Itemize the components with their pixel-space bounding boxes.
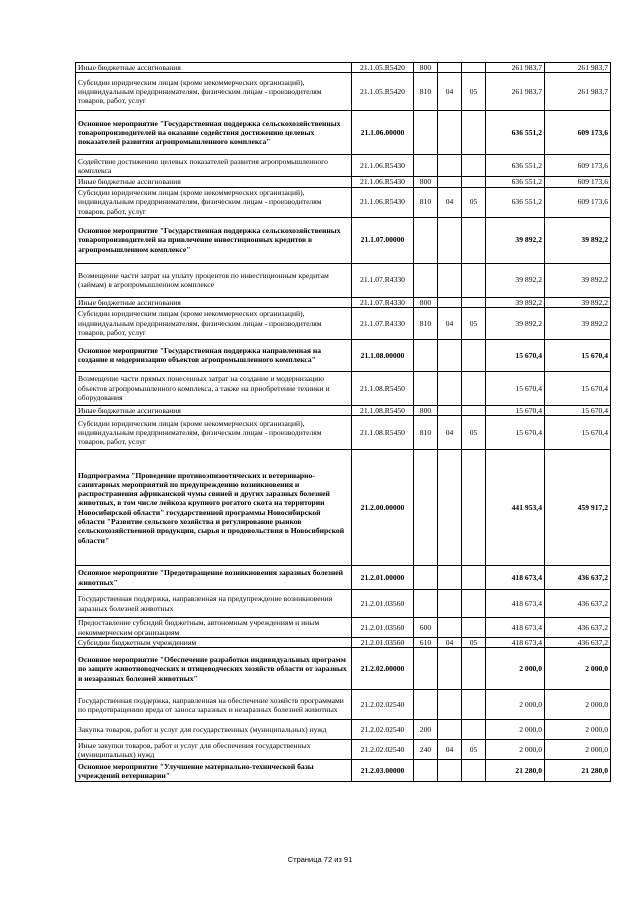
- row-expense-type: 810: [414, 187, 438, 217]
- row-name: Основное мероприятие "Обеспечение разработки индивидуальных программ по защите животноводческих и птицеводческих хозяйств области от заразных и незаразных болезней животных": [76, 648, 352, 690]
- row-value-year2: 2 000,0: [545, 648, 611, 690]
- row-value-year1: 261 983,7: [486, 73, 545, 111]
- row-name: Субсидии юридическим лицам (кроме некоммерческих организаций), индивидуальным предпринимателям, физическим лицам - производителям товаров, работ, услуг: [76, 307, 352, 339]
- row-value-year1: 39 892,2: [486, 217, 545, 263]
- table-row: [76, 566, 611, 590]
- row-name: Основное мероприятие "Государственная поддержка направленная на создание и модернизацию объектов агропромышленного комплекса": [76, 339, 352, 371]
- row-value-year1: 418 673,4: [486, 566, 545, 590]
- row-name: Основное мероприятие "Предотвращение возникновения заразных болезней животных": [76, 566, 352, 590]
- row-value-year1: 418 673,4: [486, 618, 545, 638]
- row-name: Основное мероприятие "Улучшение материально-технической базы учреждений ветеринарии": [76, 760, 352, 782]
- row-subsection: [462, 263, 486, 297]
- row-subsection: [462, 648, 486, 690]
- row-section: [438, 450, 462, 566]
- row-value-year2: 15 670,4: [545, 339, 611, 371]
- row-expense-type: 810: [414, 416, 438, 450]
- row-section: [438, 690, 462, 720]
- row-value-year1: 39 892,2: [486, 263, 545, 297]
- table-body: [76, 63, 611, 782]
- row-expense-type: [414, 155, 438, 177]
- row-value-year2: 39 892,2: [545, 217, 611, 263]
- row-subsection: [462, 720, 486, 740]
- row-value-year2: 39 892,2: [545, 307, 611, 339]
- row-value-year2: 436 637,2: [545, 566, 611, 590]
- row-value-year1: 636 551,2: [486, 155, 545, 177]
- row-code: 21.1.05.R5420: [352, 63, 414, 73]
- row-expense-type: [414, 590, 438, 618]
- row-code: 21.2.00.00000: [352, 450, 414, 566]
- row-name: Субсидии бюджетным учреждениям: [76, 638, 352, 648]
- row-code: 21.1.07.00000: [352, 217, 414, 263]
- row-subsection: [462, 590, 486, 618]
- row-expense-type: [414, 690, 438, 720]
- row-subsection: [462, 690, 486, 720]
- row-value-year1: 21 280,0: [486, 760, 545, 782]
- row-expense-type: [414, 566, 438, 590]
- row-code: 21.1.08.R5450: [352, 416, 414, 450]
- row-section: 04: [438, 416, 462, 450]
- row-value-year1: 636 551,2: [486, 177, 545, 187]
- table-row: [76, 155, 611, 177]
- row-code: 21.1.06.00000: [352, 111, 414, 155]
- row-name: Возмещение части прямых понесенных затрат на создание и модернизацию объектов агропромышленного комплекса, а также на приобретение техники и оборудования: [76, 371, 352, 405]
- row-expense-type: [414, 217, 438, 263]
- row-code: 21.1.06.R5430: [352, 177, 414, 187]
- table-row: [76, 111, 611, 155]
- row-value-year2: 459 917,2: [545, 450, 611, 566]
- row-value-year1: 15 670,4: [486, 371, 545, 405]
- row-value-year2: 609 173,6: [545, 177, 611, 187]
- row-value-year1: 39 892,2: [486, 307, 545, 339]
- row-subsection: 05: [462, 740, 486, 760]
- row-subsection: [462, 339, 486, 371]
- row-expense-type: [414, 263, 438, 297]
- row-value-year1: 39 892,2: [486, 297, 545, 307]
- budget-table: [75, 62, 611, 782]
- row-name: Иные бюджетные ассигнования: [76, 405, 352, 415]
- table-row: [76, 307, 611, 339]
- row-section: 04: [438, 73, 462, 111]
- row-value-year2: 609 173,6: [545, 111, 611, 155]
- row-value-year1: 261 983,7: [486, 63, 545, 73]
- row-section: [438, 263, 462, 297]
- row-value-year2: 21 280,0: [545, 760, 611, 782]
- row-value-year2: 261 983,7: [545, 63, 611, 73]
- row-subsection: [462, 566, 486, 590]
- row-value-year1: 2 000,0: [486, 740, 545, 760]
- row-expense-type: 800: [414, 297, 438, 307]
- row-name: Содействие достижению целевых показателей развития агропромышленного комплекса: [76, 155, 352, 177]
- row-section: 04: [438, 187, 462, 217]
- row-name: Предоставление субсидий бюджетным, автономным учреждениям и иным некоммерческим организациям: [76, 618, 352, 638]
- row-value-year1: 636 551,2: [486, 187, 545, 217]
- row-expense-type: 800: [414, 63, 438, 73]
- row-section: [438, 405, 462, 415]
- row-subsection: 05: [462, 638, 486, 648]
- row-name: Субсидии юридическим лицам (кроме некоммерческих организаций), индивидуальным предпринимателям, физическим лицам - производителям товаров, работ, услуг: [76, 187, 352, 217]
- row-name: Иные бюджетные ассигнования: [76, 177, 352, 187]
- row-value-year1: 418 673,4: [486, 638, 545, 648]
- table-row: [76, 590, 611, 618]
- row-subsection: [462, 405, 486, 415]
- row-name: Государственная поддержка, направленная на обеспечение хозяйств программами по предотвращению вреда от заноса заразных и незаразных болезней животных: [76, 690, 352, 720]
- row-code: 21.2.02.00000: [352, 648, 414, 690]
- row-value-year2: 609 173,6: [545, 187, 611, 217]
- row-value-year1: 2 000,0: [486, 690, 545, 720]
- row-code: 21.1.08.00000: [352, 339, 414, 371]
- table-row: [76, 339, 611, 371]
- row-value-year1: 636 551,2: [486, 111, 545, 155]
- row-value-year2: 15 670,4: [545, 405, 611, 415]
- row-value-year1: 441 953,4: [486, 450, 545, 566]
- row-section: [438, 371, 462, 405]
- row-value-year1: 2 000,0: [486, 648, 545, 690]
- row-subsection: [462, 177, 486, 187]
- table-row: [76, 63, 611, 73]
- row-code: 21.1.06.R5430: [352, 155, 414, 177]
- row-value-year2: 261 983,7: [545, 73, 611, 111]
- row-code: 21.2.02.02540: [352, 740, 414, 760]
- row-value-year2: 39 892,2: [545, 263, 611, 297]
- row-value-year2: 15 670,4: [545, 371, 611, 405]
- row-name: Закупка товаров, работ и услуг для государственных (муниципальных) нужд: [76, 720, 352, 740]
- row-subsection: [462, 155, 486, 177]
- row-value-year1: 15 670,4: [486, 405, 545, 415]
- row-name: Иные бюджетные ассигнования: [76, 63, 352, 73]
- row-subsection: [462, 371, 486, 405]
- row-name: Государственная поддержка, направленная на предупреждение возникновения заразных болезней животных: [76, 590, 352, 618]
- row-subsection: 05: [462, 187, 486, 217]
- table-row: [76, 648, 611, 690]
- row-section: [438, 217, 462, 263]
- row-section: [438, 111, 462, 155]
- row-section: [438, 177, 462, 187]
- row-value-year2: 436 637,2: [545, 638, 611, 648]
- table-row: [76, 638, 611, 648]
- row-code: 21.1.08.R5450: [352, 405, 414, 415]
- row-subsection: [462, 450, 486, 566]
- row-code: 21.1.07.R4330: [352, 263, 414, 297]
- row-section: 04: [438, 307, 462, 339]
- row-name: Основное мероприятие "Государственная поддержка сельскохозяйственных товаропроизводителей на оказание содействия достижению целевых показателей развития агропромышленного комплекса": [76, 111, 352, 155]
- row-name: Основное мероприятие "Государственная поддержка сельскохозяйственных товаропроизводителей на привлечение инвестиционных кредитов в агропромышленном комплексе": [76, 217, 352, 263]
- row-expense-type: 800: [414, 177, 438, 187]
- row-expense-type: 810: [414, 307, 438, 339]
- row-code: 21.1.08.R5450: [352, 371, 414, 405]
- row-section: [438, 63, 462, 73]
- row-section: 04: [438, 740, 462, 760]
- row-section: [438, 566, 462, 590]
- row-section: [438, 339, 462, 371]
- table-row: [76, 760, 611, 782]
- row-subsection: 05: [462, 73, 486, 111]
- row-expense-type: [414, 371, 438, 405]
- table-row: [76, 740, 611, 760]
- row-code: 21.2.03.00000: [352, 760, 414, 782]
- table-row: [76, 297, 611, 307]
- row-section: [438, 590, 462, 618]
- row-value-year2: 2 000,0: [545, 740, 611, 760]
- table-row: [76, 371, 611, 405]
- row-expense-type: 200: [414, 720, 438, 740]
- row-expense-type: [414, 648, 438, 690]
- table-row: [76, 263, 611, 297]
- row-expense-type: [414, 760, 438, 782]
- row-expense-type: 610: [414, 638, 438, 648]
- row-subsection: [462, 111, 486, 155]
- row-expense-type: 810: [414, 73, 438, 111]
- table-row: [76, 720, 611, 740]
- row-code: 21.1.07.R4330: [352, 297, 414, 307]
- table-row: [76, 187, 611, 217]
- row-value-year2: 436 637,2: [545, 618, 611, 638]
- row-subsection: [462, 618, 486, 638]
- row-code: 21.2.02.02540: [352, 720, 414, 740]
- row-name: Подпрограмма "Проведение противоэпизоотических и ветеринарно-санитарных мероприятий по предупреждению возникновения и распространения африканской чумы свиней и других заразных болезней животных, в том числе лейкоза крупного рогатого скота на территории Новосибирской области" государственной программы Новосибирской области "Развитие сельского хозяйства и регулирование рынков сельскохозяйственной продукции, сырья и продовольствия в Новосибирской области": [76, 450, 352, 566]
- row-expense-type: 240: [414, 740, 438, 760]
- row-subsection: [462, 63, 486, 73]
- row-expense-type: 600: [414, 618, 438, 638]
- row-code: 21.2.01.03560: [352, 618, 414, 638]
- row-name: Возмещение части затрат на уплату процентов по инвестиционным кредитам (займам) в агропромышленном комплексе: [76, 263, 352, 297]
- page-footer: Страница 72 из 91: [287, 855, 353, 864]
- row-code: 21.2.01.03560: [352, 590, 414, 618]
- row-subsection: [462, 297, 486, 307]
- row-value-year1: 418 673,4: [486, 590, 545, 618]
- row-code: 21.1.07.R4330: [352, 307, 414, 339]
- row-code: 21.2.01.03560: [352, 638, 414, 648]
- row-expense-type: [414, 450, 438, 566]
- row-value-year2: 39 892,2: [545, 297, 611, 307]
- row-section: 04: [438, 638, 462, 648]
- table-row: [76, 450, 611, 566]
- row-code: 21.1.06.R5430: [352, 187, 414, 217]
- row-value-year2: 609 173,6: [545, 155, 611, 177]
- row-name: Субсидии юридическим лицам (кроме некоммерческих организаций), индивидуальным предпринимателям, физическим лицам - производителям товаров, работ, услуг: [76, 416, 352, 450]
- row-subsection: [462, 760, 486, 782]
- row-expense-type: [414, 339, 438, 371]
- row-expense-type: 800: [414, 405, 438, 415]
- row-subsection: [462, 217, 486, 263]
- row-name: Субсидии юридическим лицам (кроме некоммерческих организаций), индивидуальным предпринимателям, физическим лицам - производителям товаров, работ, услуг: [76, 73, 352, 111]
- row-section: [438, 155, 462, 177]
- row-value-year1: 2 000,0: [486, 720, 545, 740]
- row-section: [438, 297, 462, 307]
- row-section: [438, 760, 462, 782]
- row-subsection: 05: [462, 416, 486, 450]
- row-subsection: 05: [462, 307, 486, 339]
- row-code: 21.2.02.02540: [352, 690, 414, 720]
- row-value-year2: 2 000,0: [545, 690, 611, 720]
- table-row: [76, 217, 611, 263]
- row-section: [438, 648, 462, 690]
- table-row: [76, 73, 611, 111]
- table-row: [76, 690, 611, 720]
- row-section: [438, 618, 462, 638]
- table-row: [76, 416, 611, 450]
- row-code: 21.1.05.R5420: [352, 73, 414, 111]
- row-value-year2: 2 000,0: [545, 720, 611, 740]
- row-code: 21.2.01.00000: [352, 566, 414, 590]
- table-row: [76, 405, 611, 415]
- row-value-year2: 436 637,2: [545, 590, 611, 618]
- row-value-year1: 15 670,4: [486, 339, 545, 371]
- table-row: [76, 618, 611, 638]
- row-name: Иные бюджетные ассигнования: [76, 297, 352, 307]
- row-section: [438, 720, 462, 740]
- row-value-year2: 15 670,4: [545, 416, 611, 450]
- row-value-year1: 15 670,4: [486, 416, 545, 450]
- table-row: [76, 177, 611, 187]
- row-name: Иные закупки товаров, работ и услуг для обеспечения государственных (муниципальных) нужд: [76, 740, 352, 760]
- row-expense-type: [414, 111, 438, 155]
